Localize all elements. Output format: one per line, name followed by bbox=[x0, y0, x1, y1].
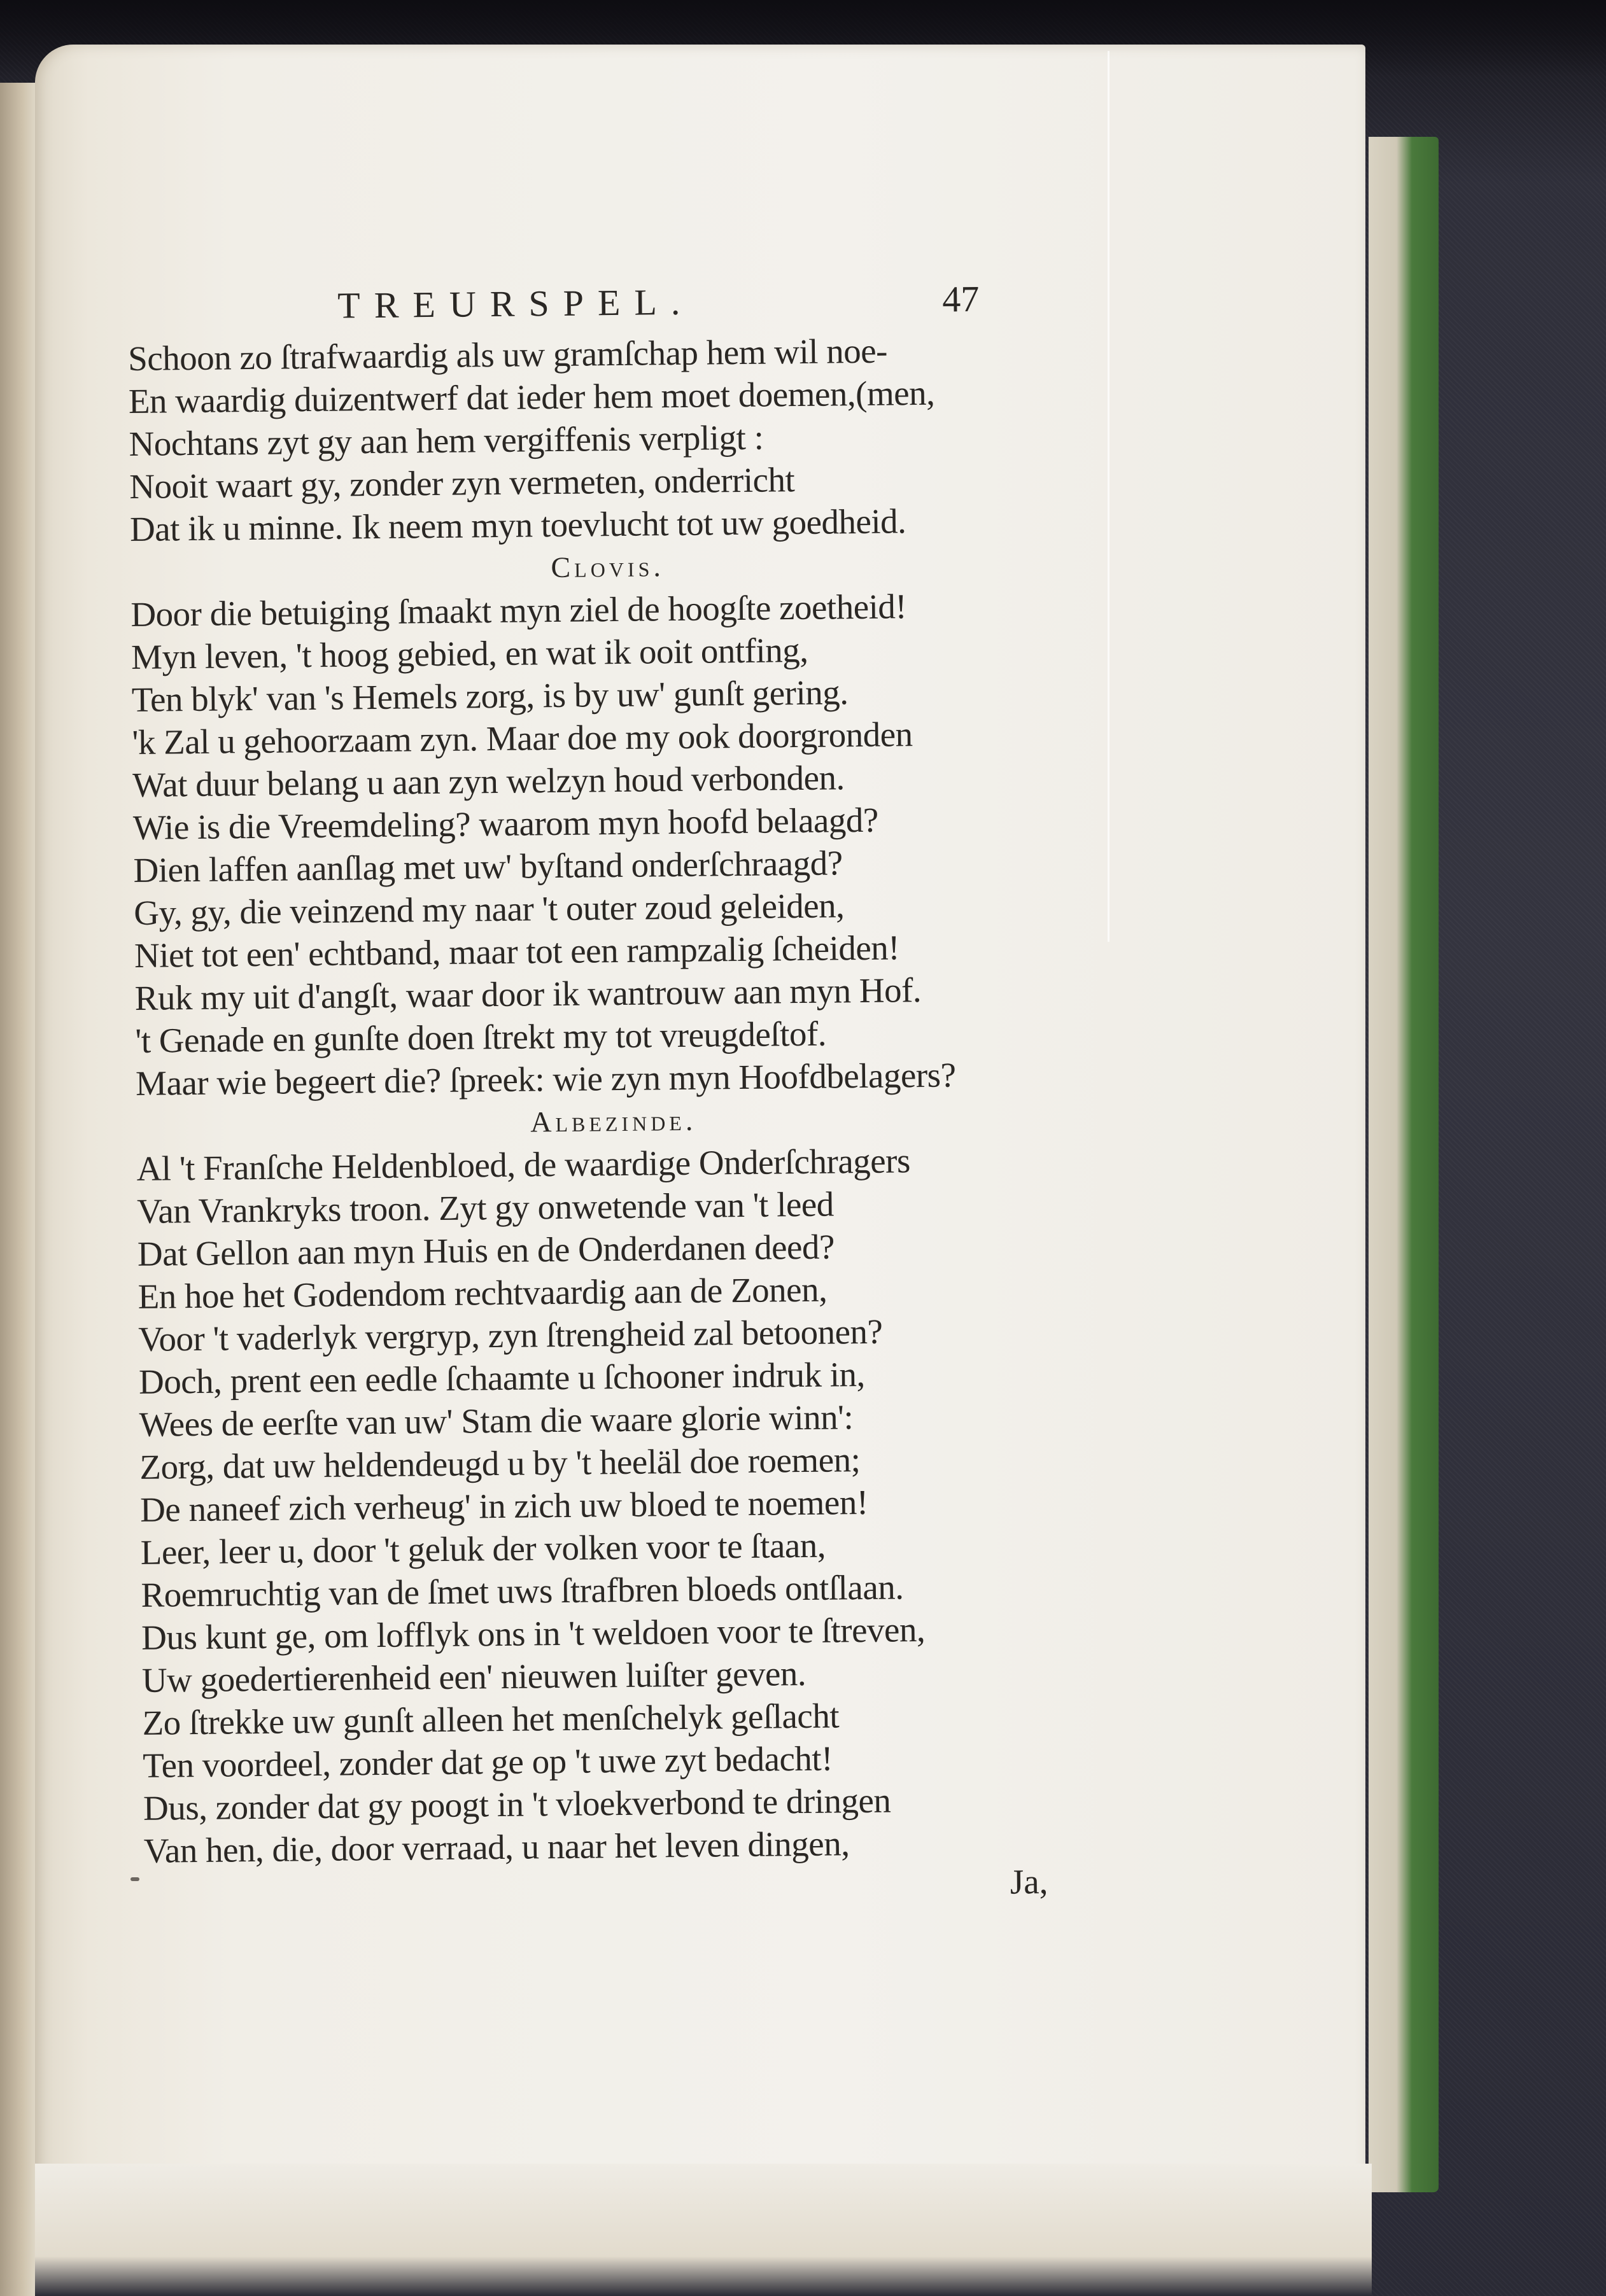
verse-line: Zo ſtrekke uw gunſt alleen het menſchelyk geſlacht bbox=[142, 1696, 840, 1742]
verse-line: Dus, zonder dat gy poogt in 't vloekverbond te dringen bbox=[143, 1781, 891, 1828]
verse-line: Al 't Franſche Heldenbloed, de waardige Onderſchragers bbox=[136, 1141, 911, 1188]
verse-line: Leer, leer u, door 't geluk der volken voor te ſtaan, bbox=[140, 1525, 826, 1572]
facing-page-edge bbox=[0, 83, 38, 2296]
page-number: 47 bbox=[941, 277, 980, 320]
verse-line: De naneef zich verheug' in zich uw bloed te noemen! bbox=[139, 1482, 868, 1529]
verse-line: Van hen, die, door verraad, u naar het leven dingen, bbox=[143, 1824, 850, 1870]
verse-line: Roemruchtig van de ſmet uws ſtrafbren bloeds ontſlaan. bbox=[141, 1567, 904, 1614]
verse-line: Niet tot een' echtband, maar tot een rampzalig ſcheiden! bbox=[134, 928, 900, 975]
verse-line: Myn leven, 't hoog gebied, en wat ik ooit ontfing, bbox=[130, 630, 808, 676]
verse-line: Uw goedertierenheid een' nieuwen luiſter geven. bbox=[141, 1653, 807, 1700]
speaker-name: Albezinde. bbox=[530, 1103, 697, 1138]
verse-line: Wie is die Vreemdeling? waarom myn hoofd belaagd? bbox=[132, 800, 879, 847]
verse-line: Wees de eerſte van uw' Stam die waare glorie winn': bbox=[139, 1397, 854, 1444]
speaker-name: Clovis. bbox=[551, 550, 665, 584]
running-title: TREURSPEL. bbox=[337, 281, 694, 326]
verse-line: En waardig duizentwerf dat ieder hem moet doemen,(men, bbox=[128, 373, 935, 421]
verse-line: Ruk my uit d'angſt, waar door ik wantrouw aan myn Hof. bbox=[134, 970, 922, 1018]
verse-line: Ten blyk' van 's Hemels zorg, is by uw' gunſt gering. bbox=[131, 673, 849, 719]
verse-line: En hoe het Godendom rechtvaardig aan de Zonen, bbox=[137, 1270, 828, 1316]
verse-line: Wat duur belang u aan zyn welzyn houd verbonden. bbox=[132, 758, 845, 804]
verse-line: Dat ik u minne. Ik neem myn toevlucht tot uw goedheid. bbox=[129, 501, 906, 549]
verse-line: Dien laffen aanſlag met uw' byſtand onderſchraagd? bbox=[133, 843, 843, 890]
book-cover-edge bbox=[1369, 137, 1439, 2192]
verse-line: 't Genade en gunſte doen ſtrekt my tot vreugdeſtof. bbox=[135, 1014, 827, 1060]
catchword: Ja, bbox=[1010, 1861, 1048, 1901]
verse-line: Voor 't vaderlyk vergryp, zyn ſtrengheid zal betoonen? bbox=[138, 1312, 883, 1359]
verse-line: Van Vrankryks troon. Zyt gy onwetende van 't leed bbox=[136, 1184, 835, 1231]
page-crease bbox=[1108, 51, 1109, 942]
verse-line: Dat Gellon aan myn Huis en de Onderdanen deed? bbox=[137, 1227, 835, 1273]
section-0 bbox=[128, 328, 1046, 550]
verse-line: Nooit waart gy, zonder zyn vermeten, onderricht bbox=[129, 460, 795, 506]
verse-line: Door die betuiging ſmaakt myn ziel de hoogſte zoetheid! bbox=[130, 587, 907, 634]
page-text-block bbox=[127, 277, 1061, 1910]
verse-line: Nochtans zyt gy aan hem vergiffenis verpligt : bbox=[129, 417, 764, 463]
verse-line: Schoon zo ſtrafwaardig als uw gramſchap hem wil noe- bbox=[127, 331, 888, 378]
ink-mark bbox=[130, 1877, 139, 1881]
verse-line: Zorg, dat uw heldendeugd u by 't heeläl doe roemen; bbox=[139, 1440, 861, 1487]
section-2 bbox=[136, 1095, 1060, 1872]
verse-line: Dus kunt ge, om lofflyk ons in 't weldoen voor te ſtreven, bbox=[141, 1609, 926, 1657]
verse-line: Gy, gy, die veinzend my naar 't outer zoud geleiden, bbox=[133, 886, 845, 932]
verse-line: Doch, prent een eedle ſchaamte u ſchooner indruk in, bbox=[138, 1354, 866, 1401]
verse-line: 'k Zal u gehoorzaam zyn. Maar doe my ook doorgronden bbox=[132, 715, 913, 762]
running-head bbox=[127, 277, 1045, 337]
page-deckled-edge bbox=[35, 2164, 1372, 2296]
verse-line: Ten voordeel, zonder dat ge op 't uwe zyt bedacht! bbox=[143, 1739, 833, 1785]
verse-line: Maar wie begeert die? ſpreek: wie zyn myn Hoofdbelagers? bbox=[135, 1055, 956, 1103]
section-1 bbox=[130, 541, 1052, 1105]
